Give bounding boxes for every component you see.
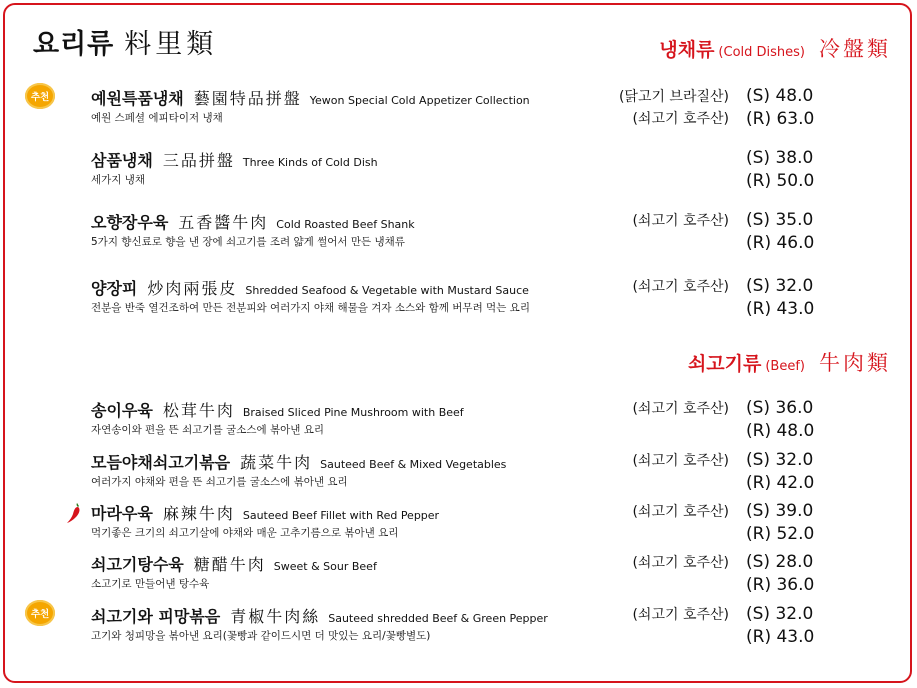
item-origin: (쇠고기 호주산) xyxy=(632,279,729,295)
item-name-korean: 오향장우육 xyxy=(91,213,169,232)
item-name-english: Three Kinds of Cold Dish xyxy=(242,156,378,169)
item-description: 전분을 반죽 열건조하여 만든 전분피와 여러가지 야채 해물을 겨자 소스와 함께 버무려 먹는 요리 xyxy=(91,302,530,314)
menu-item[interactable] xyxy=(0,276,917,326)
item-name-english: Sauteed Beef & Mixed Vegetables xyxy=(320,458,507,471)
price-regular: (R) 43.0 xyxy=(746,299,815,319)
price-small: (S) 48.0 xyxy=(746,86,814,106)
price-small: (S) 35.0 xyxy=(746,210,814,230)
item-origin: (쇠고기 호주산) xyxy=(632,453,729,469)
item-description: 세가지 냉채 xyxy=(91,174,146,186)
price-regular: (R) 46.0 xyxy=(746,233,815,253)
item-description: 먹기좋은 크기의 쇠고기살에 야채와 매운 고추기름으로 볶아낸 요리 xyxy=(91,527,399,539)
section-beef-hanja: 牛肉類 xyxy=(819,351,891,375)
item-name-english: Yewon Special Cold Appetizer Collection xyxy=(309,94,530,107)
item-name-hanja: 松茸牛肉 xyxy=(162,401,235,420)
item-name-korean: 예원특품냉채 xyxy=(91,89,184,108)
menu-item[interactable] xyxy=(0,148,917,198)
item-origin-secondary: (쇠고기 호주산) xyxy=(632,111,729,127)
chili-pepper-icon xyxy=(66,502,82,524)
item-name-hanja: 炒肉兩張皮 xyxy=(147,279,238,298)
item-description: 소고기로 만들어낸 탕수육 xyxy=(91,578,210,590)
menu-item[interactable] xyxy=(0,552,917,602)
page-title-korean: 요리류 xyxy=(33,29,115,60)
item-name-hanja: 蔬菜牛肉 xyxy=(240,453,313,472)
price-regular: (R) 50.0 xyxy=(746,171,815,191)
item-name-english: Cold Roasted Beef Shank xyxy=(276,218,415,231)
item-name-hanja: 青椒牛肉絲 xyxy=(230,607,321,626)
item-origin: (쇠고기 호주산) xyxy=(632,401,729,417)
item-origin: (쇠고기 호주산) xyxy=(632,555,729,571)
item-name-hanja: 三品拼盤 xyxy=(162,151,235,170)
item-description: 5가지 향신료로 향을 낸 장에 쇠고기를 조려 얇게 썰어서 만든 냉채류 xyxy=(91,236,405,248)
menu-item[interactable] xyxy=(0,501,917,551)
section-cold-korean: 냉채류 xyxy=(659,39,715,61)
price-small: (S) 36.0 xyxy=(746,398,814,418)
item-name-korean: 양장피 xyxy=(91,279,138,298)
price-small: (S) 39.0 xyxy=(746,501,814,521)
item-origin: (쇠고기 호주산) xyxy=(632,504,729,520)
item-name-korean: 쇠고기와 피망볶음 xyxy=(91,607,221,626)
item-name-hanja: 五香醬牛肉 xyxy=(178,213,269,232)
item-description: 여러가지 야채와 편을 뜬 쇠고기를 굴소스에 볶아낸 요리 xyxy=(91,476,348,488)
item-origin: (쇠고기 호주산) xyxy=(632,213,729,229)
item-description: 고기와 청피망을 볶아낸 요리(꽃빵과 같이드시면 더 맛있는 요리/꽃빵별도) xyxy=(91,630,431,642)
item-name-korean: 송이우육 xyxy=(91,401,153,420)
item-name-english: Shredded Seafood & Vegetable with Mustard Sauce xyxy=(245,284,529,297)
price-regular: (R) 43.0 xyxy=(746,627,815,647)
item-origin: (쇠고기 호주산) xyxy=(632,607,729,623)
price-small: (S) 32.0 xyxy=(746,276,814,296)
price-small: (S) 28.0 xyxy=(746,552,814,572)
price-regular: (R) 52.0 xyxy=(746,524,815,544)
section-cold-english: (Cold Dishes) xyxy=(718,45,805,60)
item-name-korean: 삼품냉채 xyxy=(91,151,153,170)
item-name-korean: 쇠고기탕수육 xyxy=(91,555,184,574)
recommend-badge: 추천 xyxy=(25,83,55,109)
menu-item[interactable] xyxy=(0,86,917,136)
item-name-hanja: 麻辣牛肉 xyxy=(162,504,235,523)
menu-item[interactable] xyxy=(0,398,917,448)
page-title xyxy=(33,22,217,61)
item-name-english: Sauteed Beef Fillet with Red Pepper xyxy=(242,509,440,522)
price-small: (S) 38.0 xyxy=(746,148,814,168)
item-name-english: Braised Sliced Pine Mushroom with Beef xyxy=(242,406,464,419)
menu-item[interactable] xyxy=(0,450,917,500)
price-regular: (R) 48.0 xyxy=(746,421,815,441)
item-description: 예원 스페셜 에피타이저 냉채 xyxy=(91,112,223,124)
price-small: (S) 32.0 xyxy=(746,604,814,624)
item-name-korean: 마라우육 xyxy=(91,504,153,523)
menu-item[interactable] xyxy=(0,604,917,654)
price-regular: (R) 63.0 xyxy=(746,109,815,129)
section-beef-korean: 쇠고기류 xyxy=(687,353,762,375)
item-origin: (닭고기 브라질산) xyxy=(618,89,729,105)
section-beef-english: (Beef) xyxy=(765,359,805,374)
page-title-hanja: 料里類 xyxy=(124,29,218,60)
item-name-hanja: 糖醋牛肉 xyxy=(193,555,266,574)
section-header-cold-dishes xyxy=(659,33,891,63)
item-name-english: Sweet & Sour Beef xyxy=(273,560,377,573)
price-regular: (R) 36.0 xyxy=(746,575,815,595)
item-name-hanja: 藝園特品拼盤 xyxy=(193,89,302,108)
item-name-korean: 모듬야채쇠고기볶음 xyxy=(91,453,231,472)
item-description: 자연송이와 편을 뜬 쇠고기를 굴소스에 볶아낸 요리 xyxy=(91,424,325,436)
item-name-english: Sauteed shredded Beef & Green Pepper xyxy=(328,612,548,625)
section-cold-hanja: 冷盤類 xyxy=(819,37,891,61)
price-regular: (R) 42.0 xyxy=(746,473,815,493)
price-small: (S) 32.0 xyxy=(746,450,814,470)
menu-item[interactable] xyxy=(0,210,917,260)
section-header-beef xyxy=(688,347,891,377)
recommend-badge: 추천 xyxy=(25,600,55,626)
